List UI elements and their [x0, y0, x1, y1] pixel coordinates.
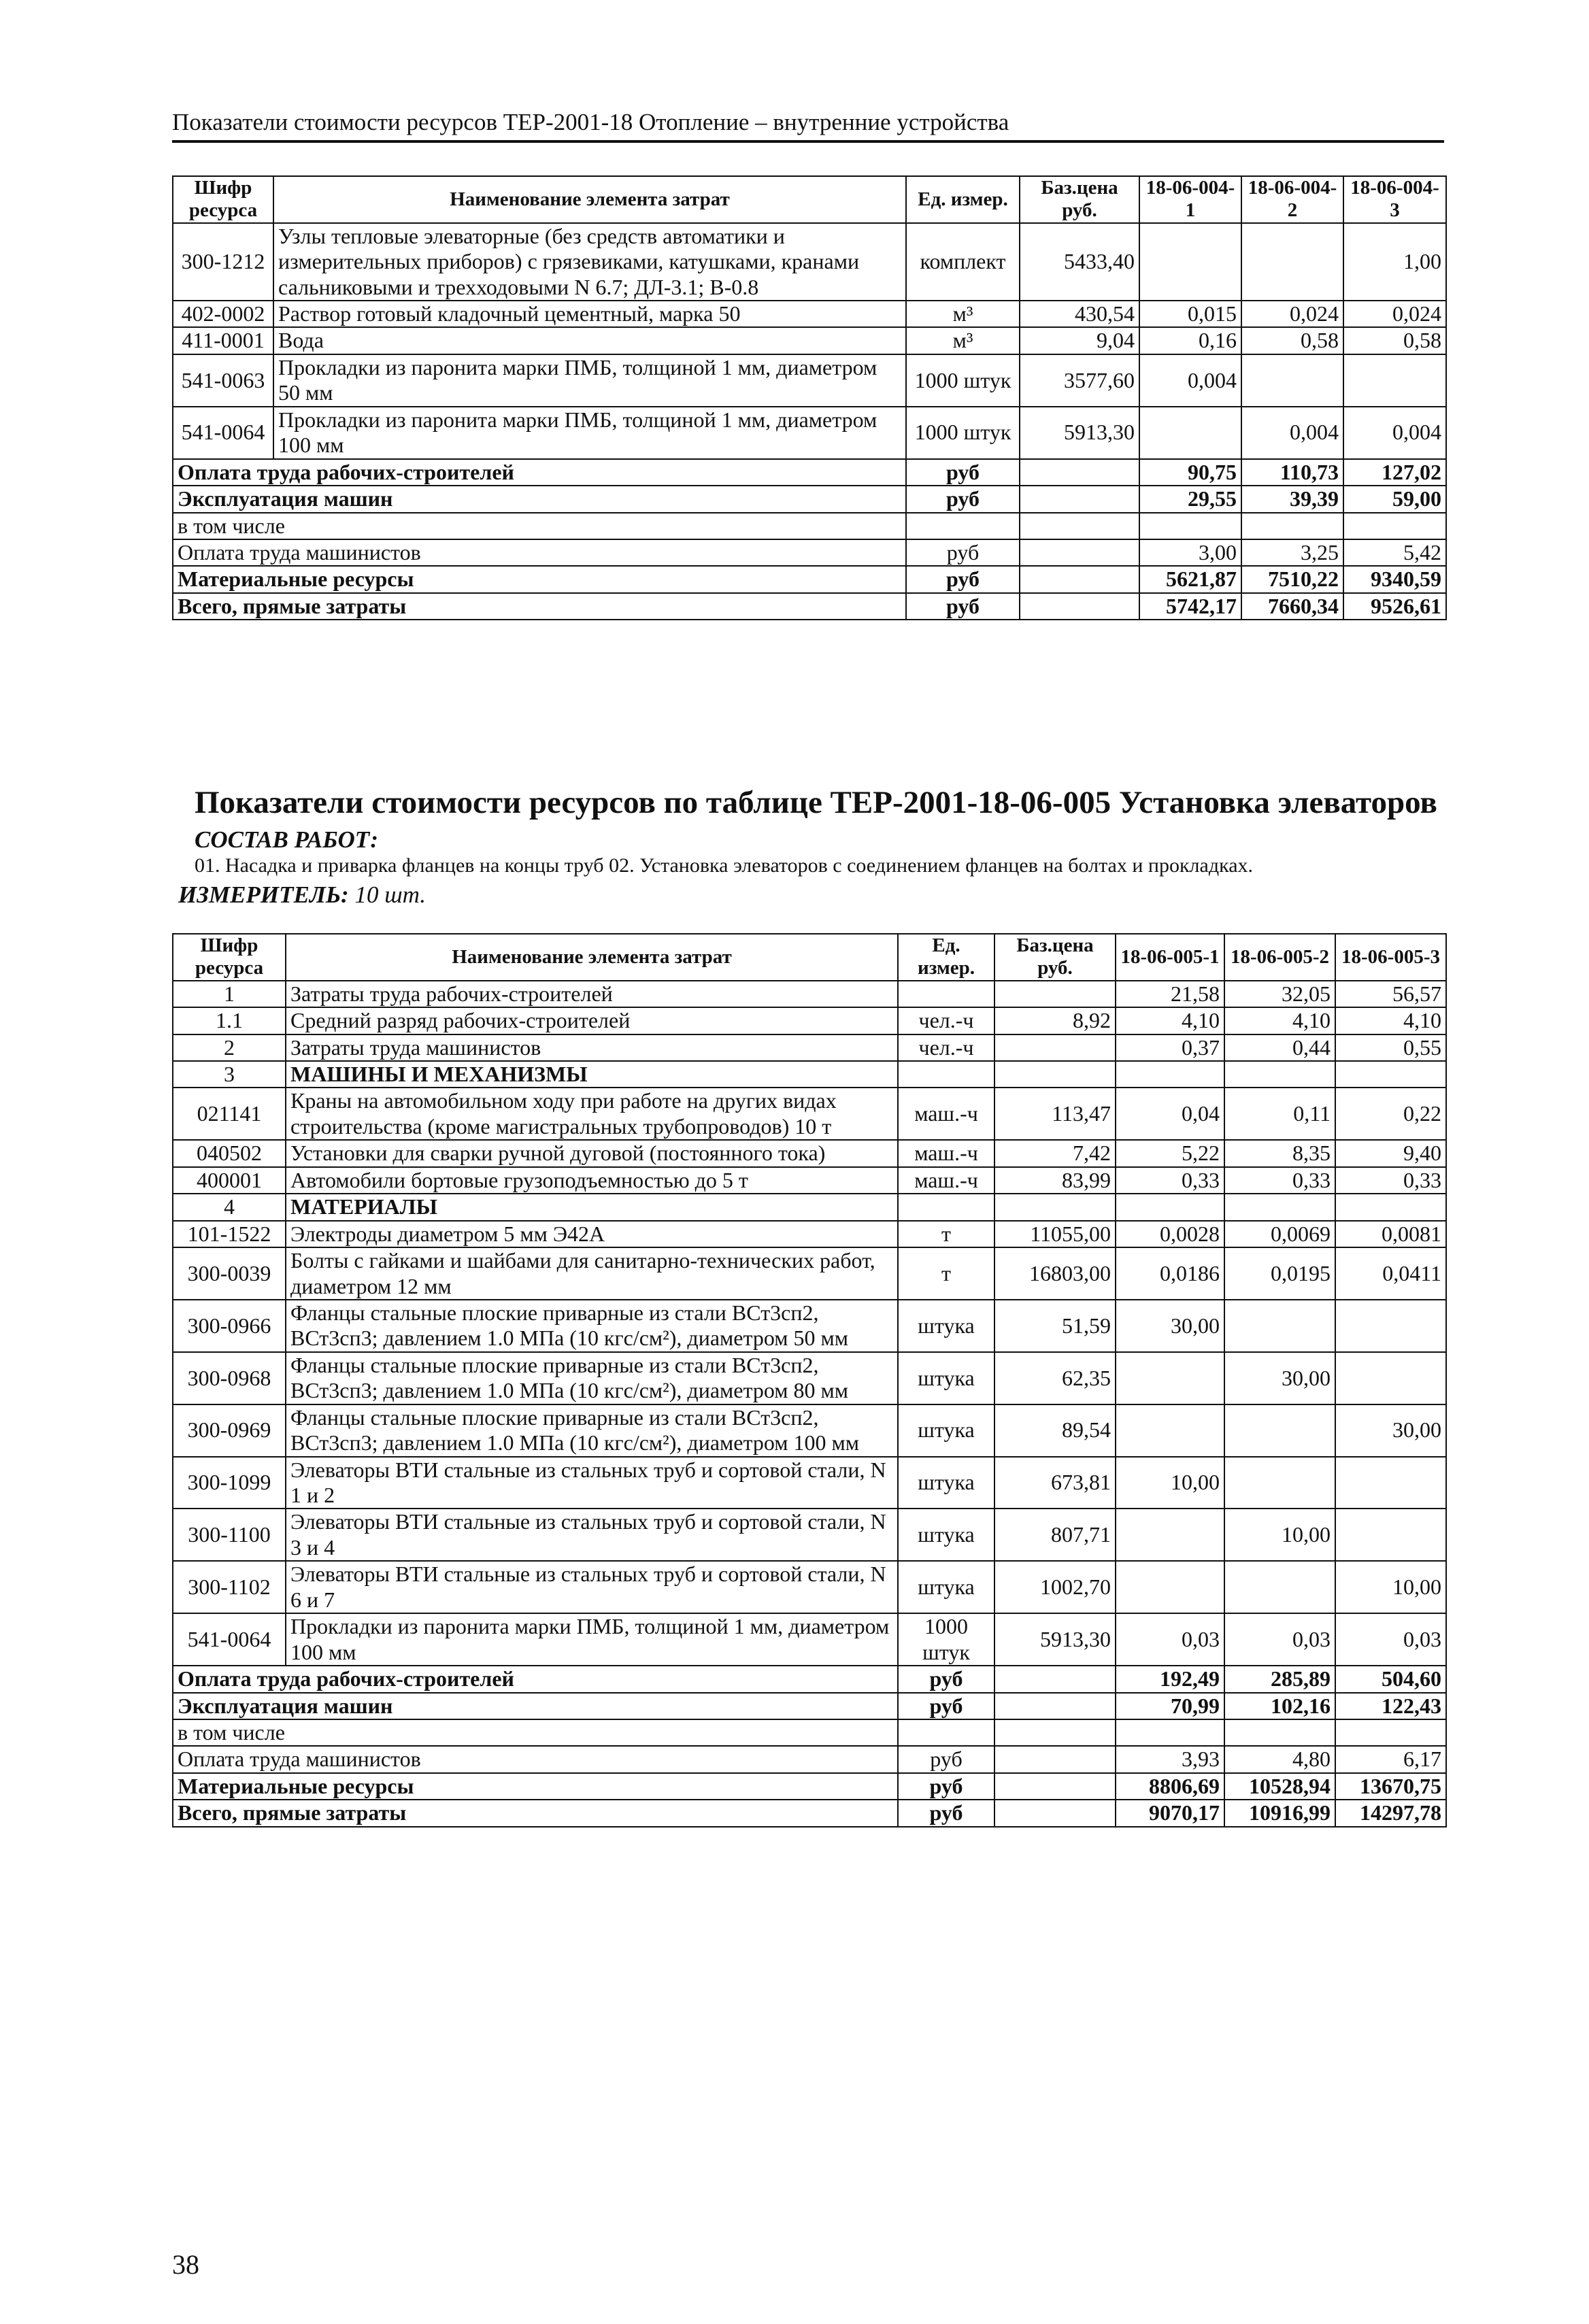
unit-cell: маш.-ч [898, 1088, 994, 1140]
unit-cell: т [898, 1221, 994, 1247]
section-row [173, 1194, 1446, 1220]
norm-1-cell [1116, 1352, 1224, 1404]
norm-3-cell: 0,0411 [1335, 1247, 1446, 1300]
table-row [173, 981, 1446, 1007]
table-row [173, 407, 1446, 459]
col-header-norm-2: 18-06-005-2 [1224, 934, 1335, 981]
total-norm-3-cell: 504,60 [1335, 1666, 1446, 1692]
total-norm-2-cell: 7660,34 [1241, 593, 1343, 620]
item-name-cell: Фланцы стальные плоские приварные из стали ВСт3сп2, ВСт3сп3; давлением 1.0 МПа (10 кгс/см²), диаметром 80 мм [286, 1352, 898, 1404]
norm-1-cell: 0,0186 [1116, 1247, 1224, 1300]
empty-cell [994, 1693, 1116, 1719]
item-name-cell: Установки для сварки ручной дуговой (постоянного тока) [286, 1140, 898, 1166]
work-composition-text: 01. Насадка и приварка фланцев на концы труб 02. Установка элеваторов с соединением фланцев на болтах и прокладках. [195, 854, 1254, 877]
item-name-cell: МАТЕРИАЛЫ [286, 1194, 898, 1220]
resource-code-cell: 040502 [173, 1140, 286, 1166]
unit-cell: чел.-ч [898, 1034, 994, 1061]
total-norm-3-cell: 9340,59 [1343, 566, 1446, 592]
unit-cell: штука [898, 1457, 994, 1509]
norm-3-cell [1335, 1352, 1446, 1404]
total-norm-2-cell: 102,16 [1224, 1693, 1335, 1719]
unit-cell: руб [898, 1800, 994, 1826]
unit-cell: маш.-ч [898, 1167, 994, 1194]
total-row [173, 539, 1446, 566]
table-row [173, 1352, 1446, 1404]
norm-3-cell: 0,03 [1335, 1613, 1446, 1666]
table-row [173, 1140, 1446, 1166]
total-row [173, 459, 1446, 486]
norm-3-cell: 10,00 [1335, 1561, 1446, 1613]
item-name-cell: Прокладки из паронита марки ПМБ, толщиной 1 мм, диаметром 100 мм [273, 407, 906, 459]
table-row [173, 223, 1446, 301]
norm-2-cell: 0,004 [1241, 407, 1343, 459]
unit-cell: руб [898, 1693, 994, 1719]
unit-cell: маш.-ч [898, 1140, 994, 1166]
unit-cell: штука [898, 1561, 994, 1613]
total-label-cell: Оплата труда машинистов [173, 1746, 898, 1772]
table-body [173, 223, 1446, 620]
table-row [173, 1561, 1446, 1613]
table-row [173, 327, 1446, 354]
resource-code-cell: 1 [173, 981, 286, 1007]
page-header: Показатели стоимости ресурсов ТЕР-2001-18 Отопление – внутренние устройства [172, 109, 1444, 143]
total-norm-2-cell: 10916,99 [1224, 1800, 1335, 1826]
base-price-cell: 1002,70 [994, 1561, 1116, 1613]
total-label-cell: Эксплуатация машин [173, 1693, 898, 1719]
col-header-price: Баз.цена руб. [1020, 176, 1139, 223]
unit-cell [898, 981, 994, 1007]
norm-2-cell: 0,024 [1241, 301, 1343, 327]
base-price-cell: 62,35 [994, 1352, 1116, 1404]
table-row [173, 1404, 1446, 1457]
total-norm-1-cell: 5621,87 [1139, 566, 1241, 592]
empty-cell [1020, 513, 1139, 539]
resource-code-cell: 541-0064 [173, 407, 273, 459]
item-name-cell: Краны на автомобильном ходу при работе на других видах строительства (кроме магистральных трубопроводов) 10 т [286, 1088, 898, 1140]
total-norm-2-cell: 285,89 [1224, 1666, 1335, 1692]
base-price-cell [994, 981, 1116, 1007]
base-price-cell: 89,54 [994, 1404, 1116, 1457]
unit-cell: штука [898, 1352, 994, 1404]
item-name-cell: Раствор готовый кладочный цементный, марка 50 [273, 301, 906, 327]
norm-1-cell: 10,00 [1116, 1457, 1224, 1509]
norm-2-cell [1224, 1300, 1335, 1352]
item-name-cell: МАШИНЫ И МЕХАНИЗМЫ [286, 1061, 898, 1088]
total-norm-1-cell: 192,49 [1116, 1666, 1224, 1692]
norm-1-cell: 0,015 [1139, 301, 1241, 327]
empty-cell [1020, 593, 1139, 620]
page-number: 38 [172, 2249, 199, 2280]
norm-2-cell: 0,11 [1224, 1088, 1335, 1140]
total-row [173, 1693, 1446, 1719]
resource-code-cell: 541-0063 [173, 354, 273, 407]
base-price-cell [994, 1194, 1116, 1220]
norm-1-cell: 0,004 [1139, 354, 1241, 407]
total-label-cell: Материальные ресурсы [173, 1773, 898, 1800]
norm-1-cell: 0,04 [1116, 1088, 1224, 1140]
table-row [173, 354, 1446, 407]
item-name-cell: Элеваторы ВТИ стальные из стальных труб и сортовой стали, N 6 и 7 [286, 1561, 898, 1613]
total-norm-3-cell: 59,00 [1343, 486, 1446, 512]
total-norm-2-cell: 10528,94 [1224, 1773, 1335, 1800]
unit-cell: руб [898, 1773, 994, 1800]
norm-2-cell: 0,33 [1224, 1167, 1335, 1194]
table-row [173, 1007, 1446, 1034]
norm-1-cell [1116, 1404, 1224, 1457]
norm-3-cell [1335, 1194, 1446, 1220]
base-price-cell: 3577,60 [1020, 354, 1139, 407]
norm-2-cell [1224, 1404, 1335, 1457]
total-row [173, 1746, 1446, 1772]
resource-code-cell: 400001 [173, 1167, 286, 1194]
empty-cell [994, 1666, 1116, 1692]
empty-cell [1020, 459, 1139, 486]
col-header-norm-2: 18-06-004-2 [1241, 176, 1343, 223]
col-header-unit: Ед. измер. [898, 934, 994, 981]
col-header-code: Шифр ресурса [173, 176, 273, 223]
norm-3-cell: 0,55 [1335, 1034, 1446, 1061]
table-row [173, 301, 1446, 327]
total-label-cell: Всего, прямые затраты [173, 593, 906, 620]
resource-code-cell: 2 [173, 1034, 286, 1061]
empty-cell [994, 1746, 1116, 1772]
table-row [173, 1221, 1446, 1247]
unit-cell: м³ [906, 327, 1020, 354]
unit-cell: 1000 штук [906, 407, 1020, 459]
norm-1-cell: 0,03 [1116, 1613, 1224, 1666]
table-row [173, 1613, 1446, 1666]
norm-2-cell: 0,44 [1224, 1034, 1335, 1061]
col-header-name: Наименование элемента затрат [273, 176, 906, 223]
total-label-cell: Оплата труда рабочих-строителей [173, 1666, 898, 1692]
norm-1-cell: 5,22 [1116, 1140, 1224, 1166]
total-norm-2-cell: 7510,22 [1241, 566, 1343, 592]
norm-2-cell: 8,35 [1224, 1140, 1335, 1166]
item-name-cell: Затраты труда машинистов [286, 1034, 898, 1061]
col-header-norm-1: 18-06-005-1 [1116, 934, 1224, 981]
total-norm-1-cell: 8806,69 [1116, 1773, 1224, 1800]
item-name-cell: Автомобили бортовые грузоподъемностью до 5 т [286, 1167, 898, 1194]
total-row [173, 1666, 1446, 1692]
item-name-cell: Затраты труда рабочих-строителей [286, 981, 898, 1007]
norm-2-cell [1224, 1194, 1335, 1220]
col-header-norm-1: 18-06-004-1 [1139, 176, 1241, 223]
total-label-cell: Эксплуатация машин [173, 486, 906, 512]
total-label-cell: Оплата труда рабочих-строителей [173, 459, 906, 486]
norm-1-cell [1139, 223, 1241, 301]
empty-cell [1020, 486, 1139, 512]
base-price-cell [994, 1061, 1116, 1088]
total-label-cell: в том числе [173, 1719, 898, 1746]
norm-1-cell [1139, 407, 1241, 459]
norm-1-cell [1116, 1509, 1224, 1561]
total-row [173, 1719, 1446, 1746]
table-row [173, 1088, 1446, 1140]
resource-table-005 [172, 933, 1447, 1828]
norm-3-cell [1335, 1061, 1446, 1088]
norm-3-cell: 0,004 [1343, 407, 1446, 459]
table-body [173, 981, 1446, 1827]
resource-code-cell: 541-0064 [173, 1613, 286, 1666]
norm-3-cell: 56,57 [1335, 981, 1446, 1007]
total-norm-3-cell [1343, 513, 1446, 539]
empty-cell [1020, 566, 1139, 592]
norm-1-cell: 0,37 [1116, 1034, 1224, 1061]
norm-1-cell: 21,58 [1116, 981, 1224, 1007]
base-price-cell: 5913,30 [994, 1613, 1116, 1666]
total-row [173, 513, 1446, 539]
total-norm-1-cell [1116, 1719, 1224, 1746]
resource-code-cell: 4 [173, 1194, 286, 1220]
unit-cell: руб [906, 566, 1020, 592]
col-header-norm-3: 18-06-005-3 [1335, 934, 1446, 981]
unit-cell: руб [906, 486, 1020, 512]
total-norm-1-cell: 90,75 [1139, 459, 1241, 486]
unit-cell: руб [898, 1666, 994, 1692]
unit-cell: штука [898, 1509, 994, 1561]
norm-3-cell [1343, 354, 1446, 407]
unit-cell: комплект [906, 223, 1020, 301]
total-norm-1-cell: 5742,17 [1139, 593, 1241, 620]
section-row [173, 1061, 1446, 1088]
total-label-cell: Оплата труда машинистов [173, 539, 906, 566]
item-name-cell: Прокладки из паронита марки ПМБ, толщиной 1 мм, диаметром 50 мм [273, 354, 906, 407]
norm-3-cell: 0,0081 [1335, 1221, 1446, 1247]
unit-cell: руб [906, 459, 1020, 486]
table-row [173, 1034, 1446, 1061]
resource-code-cell: 402-0002 [173, 301, 273, 327]
total-norm-2-cell: 39,39 [1241, 486, 1343, 512]
col-header-code: Шифр ресурса [173, 934, 286, 981]
norm-3-cell: 9,40 [1335, 1140, 1446, 1166]
norm-2-cell: 32,05 [1224, 981, 1335, 1007]
total-norm-1-cell: 9070,17 [1116, 1800, 1224, 1826]
section-title: Показатели стоимости ресурсов по таблице ТЕР-2001-18-06-005 Установка элеваторов [195, 785, 1437, 820]
norm-2-cell: 10,00 [1224, 1509, 1335, 1561]
item-name-cell: Электроды диаметром 5 мм Э42А [286, 1221, 898, 1247]
unit-cell: штука [898, 1404, 994, 1457]
unit-cell [898, 1719, 994, 1746]
item-name-cell: Элеваторы ВТИ стальные из стальных труб и сортовой стали, N 3 и 4 [286, 1509, 898, 1561]
empty-cell [1020, 539, 1139, 566]
total-label-cell: в том числе [173, 513, 906, 539]
base-price-cell: 5913,30 [1020, 407, 1139, 459]
base-price-cell: 9,04 [1020, 327, 1139, 354]
empty-cell [994, 1773, 1116, 1800]
total-row [173, 1800, 1446, 1826]
total-norm-2-cell: 3,25 [1241, 539, 1343, 566]
norm-1-cell: 4,10 [1116, 1007, 1224, 1034]
resource-code-cell: 300-0039 [173, 1247, 286, 1300]
base-price-cell: 673,81 [994, 1457, 1116, 1509]
unit-cell [898, 1061, 994, 1088]
norm-3-cell [1335, 1300, 1446, 1352]
norm-1-cell [1116, 1561, 1224, 1613]
table-row [173, 1247, 1446, 1300]
empty-cell [994, 1719, 1116, 1746]
resource-code-cell: 300-1102 [173, 1561, 286, 1613]
meter-value: 10 шт. [348, 881, 426, 908]
table-header-row [173, 934, 1446, 981]
total-row [173, 1773, 1446, 1800]
norm-2-cell [1241, 354, 1343, 407]
norm-3-cell: 0,024 [1343, 301, 1446, 327]
base-price-cell: 8,92 [994, 1007, 1116, 1034]
table-row [173, 1457, 1446, 1509]
unit-cell: 1000 штук [906, 354, 1020, 407]
col-header-unit: Ед. измер. [906, 176, 1020, 223]
total-norm-3-cell: 13670,75 [1335, 1773, 1446, 1800]
total-row [173, 486, 1446, 512]
norm-3-cell: 4,10 [1335, 1007, 1446, 1034]
base-price-cell: 807,71 [994, 1509, 1116, 1561]
norm-2-cell: 0,03 [1224, 1613, 1335, 1666]
total-norm-3-cell [1335, 1719, 1446, 1746]
resource-code-cell: 3 [173, 1061, 286, 1088]
resource-code-cell: 300-0968 [173, 1352, 286, 1404]
norm-2-cell: 0,58 [1241, 327, 1343, 354]
table-row [173, 1167, 1446, 1194]
base-price-cell: 16803,00 [994, 1247, 1116, 1300]
total-norm-3-cell: 14297,78 [1335, 1800, 1446, 1826]
norm-2-cell [1224, 1061, 1335, 1088]
norm-3-cell: 30,00 [1335, 1404, 1446, 1457]
total-norm-2-cell: 4,80 [1224, 1746, 1335, 1772]
unit-cell [906, 513, 1020, 539]
norm-1-cell: 0,16 [1139, 327, 1241, 354]
resource-code-cell: 300-1099 [173, 1457, 286, 1509]
total-norm-3-cell: 5,42 [1343, 539, 1446, 566]
unit-cell: м³ [906, 301, 1020, 327]
norm-2-cell [1241, 223, 1343, 301]
norm-1-cell: 0,0028 [1116, 1221, 1224, 1247]
unit-cell: 1000 штук [898, 1613, 994, 1666]
item-name-cell: Узлы тепловые элеваторные (без средств автоматики и измерительных приборов) с грязевиками, катушками, кранами сальниковыми и трехходовыми N 6.7; ДЛ-3.1; В-0.8 [273, 223, 906, 301]
base-price-cell: 430,54 [1020, 301, 1139, 327]
meter-label: ИЗМЕРИТЕЛЬ: [178, 881, 349, 908]
total-norm-3-cell: 122,43 [1335, 1693, 1446, 1719]
norm-2-cell [1224, 1457, 1335, 1509]
total-norm-1-cell: 70,99 [1116, 1693, 1224, 1719]
base-price-cell: 113,47 [994, 1088, 1116, 1140]
norm-2-cell: 30,00 [1224, 1352, 1335, 1404]
resource-code-cell: 411-0001 [173, 327, 273, 354]
item-name-cell: Элеваторы ВТИ стальные из стальных труб и сортовой стали, N 1 и 2 [286, 1457, 898, 1509]
unit-cell: руб [898, 1746, 994, 1772]
total-norm-2-cell [1241, 513, 1343, 539]
resource-table-004 [172, 175, 1447, 620]
col-header-norm-3: 18-06-004-3 [1343, 176, 1446, 223]
item-name-cell: Прокладки из паронита марки ПМБ, толщиной 1 мм, диаметром 100 мм [286, 1613, 898, 1666]
meter-line [178, 881, 426, 909]
base-price-cell [994, 1034, 1116, 1061]
unit-cell: т [898, 1247, 994, 1300]
norm-1-cell: 30,00 [1116, 1300, 1224, 1352]
norm-2-cell: 0,0195 [1224, 1247, 1335, 1300]
norm-1-cell [1116, 1061, 1224, 1088]
item-name-cell: Вода [273, 327, 906, 354]
table-row [173, 1509, 1446, 1561]
norm-3-cell: 1,00 [1343, 223, 1446, 301]
total-label-cell: Материальные ресурсы [173, 566, 906, 592]
item-name-cell: Фланцы стальные плоские приварные из стали ВСт3сп2, ВСт3сп3; давлением 1.0 МПа (10 кгс/см²), диаметром 100 мм [286, 1404, 898, 1457]
norm-2-cell [1224, 1561, 1335, 1613]
norm-2-cell: 4,10 [1224, 1007, 1335, 1034]
base-price-cell: 83,99 [994, 1167, 1116, 1194]
unit-cell: штука [898, 1300, 994, 1352]
norm-3-cell [1335, 1509, 1446, 1561]
total-row [173, 566, 1446, 592]
total-norm-1-cell [1139, 513, 1241, 539]
work-composition-heading: СОСТАВ РАБОТ: [195, 826, 379, 853]
total-norm-1-cell: 3,93 [1116, 1746, 1224, 1772]
unit-cell [898, 1194, 994, 1220]
col-header-name: Наименование элемента затрат [286, 934, 898, 981]
resource-code-cell: 021141 [173, 1088, 286, 1140]
total-label-cell: Всего, прямые затраты [173, 1800, 898, 1826]
table-header-row [173, 176, 1446, 223]
base-price-cell: 5433,40 [1020, 223, 1139, 301]
unit-cell: руб [906, 593, 1020, 620]
base-price-cell: 51,59 [994, 1300, 1116, 1352]
col-header-price: Баз.цена руб. [994, 934, 1116, 981]
norm-1-cell [1116, 1194, 1224, 1220]
norm-2-cell: 0,0069 [1224, 1221, 1335, 1247]
resource-code-cell: 300-0969 [173, 1404, 286, 1457]
unit-cell: руб [906, 539, 1020, 566]
total-norm-3-cell: 127,02 [1343, 459, 1446, 486]
resource-code-cell: 101-1522 [173, 1221, 286, 1247]
norm-3-cell: 0,22 [1335, 1088, 1446, 1140]
unit-cell: чел.-ч [898, 1007, 994, 1034]
resource-code-cell: 1.1 [173, 1007, 286, 1034]
resource-code-cell: 300-1212 [173, 223, 273, 301]
item-name-cell: Средний разряд рабочих-строителей [286, 1007, 898, 1034]
total-norm-1-cell: 3,00 [1139, 539, 1241, 566]
table-row [173, 1300, 1446, 1352]
total-norm-1-cell: 29,55 [1139, 486, 1241, 512]
total-norm-2-cell: 110,73 [1241, 459, 1343, 486]
norm-3-cell: 0,33 [1335, 1167, 1446, 1194]
base-price-cell: 11055,00 [994, 1221, 1116, 1247]
item-name-cell: Фланцы стальные плоские приварные из стали ВСт3сп2, ВСт3сп3; давлением 1.0 МПа (10 кгс/см²), диаметром 50 мм [286, 1300, 898, 1352]
norm-3-cell: 0,58 [1343, 327, 1446, 354]
empty-cell [994, 1800, 1116, 1826]
norm-3-cell [1335, 1457, 1446, 1509]
total-norm-3-cell: 9526,61 [1343, 593, 1446, 620]
resource-code-cell: 300-0966 [173, 1300, 286, 1352]
norm-1-cell: 0,33 [1116, 1167, 1224, 1194]
total-norm-2-cell [1224, 1719, 1335, 1746]
base-price-cell: 7,42 [994, 1140, 1116, 1166]
resource-code-cell: 300-1100 [173, 1509, 286, 1561]
total-norm-3-cell: 6,17 [1335, 1746, 1446, 1772]
item-name-cell: Болты с гайками и шайбами для санитарно-технических работ, диаметром 12 мм [286, 1247, 898, 1300]
total-row [173, 593, 1446, 620]
